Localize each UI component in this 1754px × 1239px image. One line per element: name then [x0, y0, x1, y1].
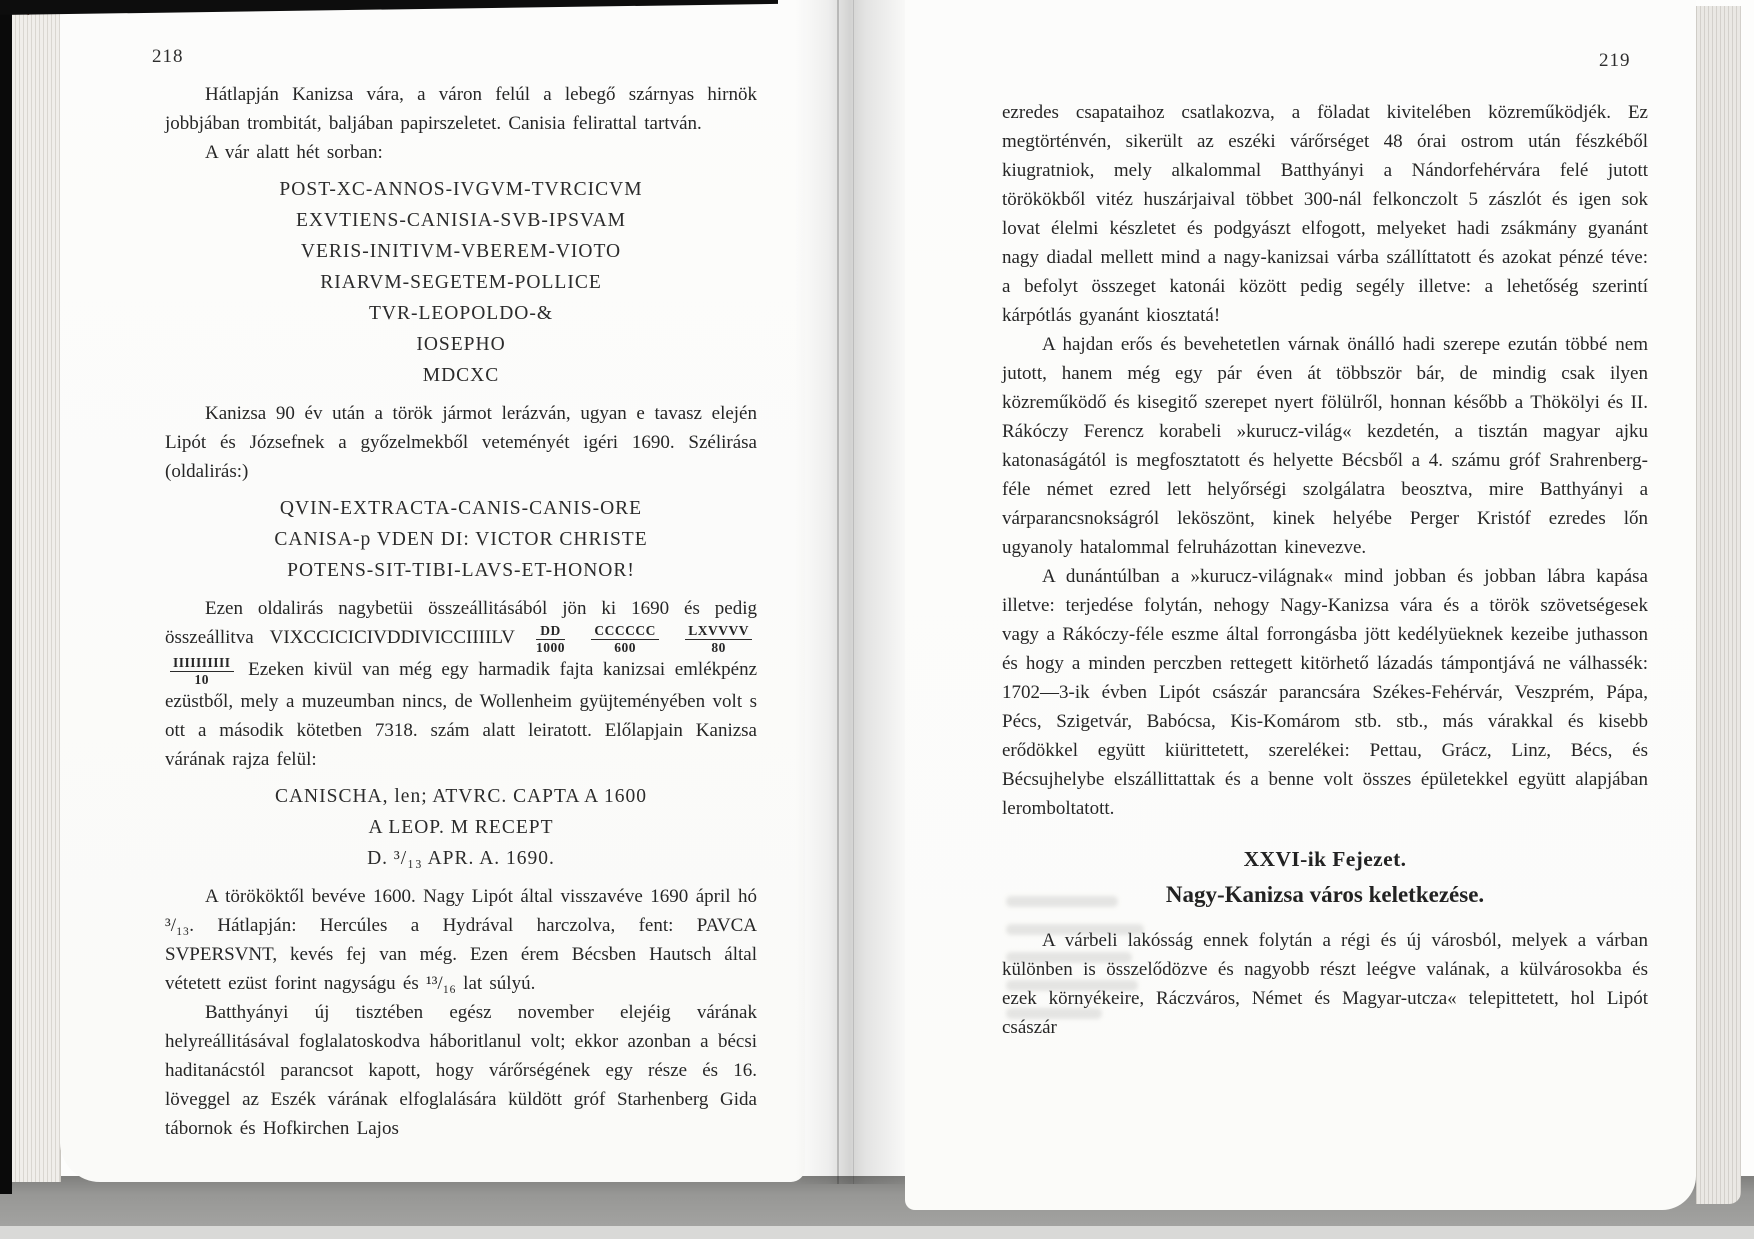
- latin-inscription-obverse: [165, 781, 757, 874]
- paragraph-batthyanyi-november: Batthyányi új tisztében egész november elejéig várának helyreállitásával foglalatoskodva háboritlanul volt; ekkor azonban a bécsi haditanácstól parancsot kapott, hogy várőrségének egy része és 16. löveggel az Eszék várának elfoglalására küldött gróf Starhenberg Gida tábornok és Hofkirchen Lajos: [165, 1002, 757, 1140]
- paragraph-kurucz-demolition: A dunántúlban a »kurucz-világnak« mind jobban és jobban lábra kapása illetve: terjedése folytán, nehogy Nagy-Kanizsa vára és a török szövetségesek vagy a Rákóczy-féle eszme által forrongásba jött kedélyüeknek kezeibe juthasson és hogy a minden perczben rettegett kitörhető lázadás támpontjává ne válhassék: 1702—3-ik évben Lipót császár parancsára Székes-Fehérvár, Veszprém, Pápa, Pécs, Szigetvár, Babócsa, Kis-Komárom stb. stb., más várakkal és kisebb erődökkel együtt kiürittetett, szerelékei: Pettau, Grácz, Linz, Bécs, és Bécsujhelybe elszállittattak és a benne volt összes épületekkel együtt alapjában leromboltatott.: [1002, 566, 1648, 819]
- paragraph-medal-description: A törököktől bevéve 1600. Nagy Lipót által visszavéve 1690 ápril hó ³/₁₃. Hátlapján: Hercúles a Hydrával harczolva, fent: PAVCA SVPERSVNT, kevés fej van még. Ezen érem Bécsben Hautsch által vétetett ezüst forint nagyságu és ¹³/₁₆ lat súlyú.: [165, 886, 757, 995]
- page-number-right: 219: [1599, 50, 1631, 71]
- paragraph-eszek-campaign: ezredes csapataihoz csatlakozva, a föladat kivitelében közreműködjék. Ez megtörténvén, sikerült az eszéki várőrséget 48 órai ostrom után fészkéből kiugratniok, mely alkalommal Batthyányi a Nándorfehérvára felé jutott törökökből vitéz huszárjaival többet 300-nál felkonczolt 5 zászlót és igen sok lovat élelmi készletet és podgyászt elfogott, melyeket hadi zsákmány gyanánt nagy diadal mellett mind a nagy-kanizsai várba szállíttatott és azokat pénzé téve: a befolyt összeget katonái között pedig segély illetve: a lehetőség szerintí kárpótlás gyanánt kiosztatá!: [1002, 102, 1648, 326]
- roman-numeral-fraction: $\frac{\text{CCCCCC}}{600}$: [591, 624, 659, 655]
- inscription-line: TVR-LEOPOLDO-&: [368, 303, 554, 324]
- scan-bottom-strip: [0, 1226, 1754, 1239]
- inscription-line: MDCXC: [422, 365, 500, 386]
- chronogram-text-after: Ezeken kivül van még egy harmadik fajta kanizsai emlékpénz ezüstből, mely a muzeumban nincs, de Wollenheim gyüjteményében volt s ott a második kötetben 7318. szám alatt leiratott. Előlapjain Kanizsa várának rajza felül:: [165, 659, 757, 771]
- chapter-heading: XXVI-ik Fejezet.: [1243, 847, 1407, 871]
- paragraph-town-origin: A várbeli lakósság ennek folytán a régi és új városból, melyek a várban különben is összelődözve és nagyobb részt leégve valának, a külvárosokba és ezek környékeire, Ráczváros, Német és Magyar-utcza« telepittetett, hol Lipót császár: [1002, 930, 1648, 1038]
- page-number-left: 218: [152, 46, 184, 67]
- inscription-line: D. ³/₁₃ APR. A. 1690.: [367, 848, 555, 870]
- book-spine-shadow: [0, 0, 12, 1194]
- paragraph-fortress-role: A hajdan erős és bevehetetlen várnak önálló hadi szerepe ezután többé nem jutott, hanem még egy pár éven át többször bár, de mindig csak ilyen közreműködő és kisegitő szerepet nyert fölülről, honnan később a Thökölyi és II. Rákóczy Ferencz korabeli »kurucz-világ« kezdetén, a tisztán magyar ajku katonaságától is megfosztatott és helyette Bécsből a 4. számu gróf Srahrenberg-féle német ezred lett helyőrségi szolgálatra beosztva, mire Batthyányi a várparancsnokságról leköszönt, kinek helyébe Perger Kristóf ezredes lőn ugyanoly hatalommal felruházottan kinevezve.: [1002, 334, 1648, 558]
- roman-numeral-fraction: $\frac{\text{IIIIIIIIII}}{10}$: [170, 656, 234, 687]
- bleedthrough-line: [1006, 924, 1144, 935]
- latin-inscription-chronogram: [165, 174, 757, 391]
- left-page-edge-stack: [12, 0, 61, 1182]
- latin-inscription-edge: [165, 493, 757, 586]
- roman-numeral-fraction: $\frac{\text{LXVVVV}}{80}$: [685, 624, 752, 655]
- inscription-line: CANISCHA, len; ATVRC. CAPTA A 1600: [274, 786, 648, 808]
- inscription-line: RIARVM-SEGETEM-POLLICE: [320, 272, 602, 293]
- bleedthrough-line: [1006, 1008, 1102, 1019]
- right-page-edge-stack: [1696, 6, 1741, 1204]
- inscription-line: IOSEPHO: [416, 334, 506, 355]
- paragraph-kanizsa-90-years: Kanizsa 90 év után a török jármot lerázván, ugyan e tavasz elején Lipót és Józsefnek a győzelmekből veteményét igéri 1690. Szélirása (oldalirás:): [165, 403, 757, 482]
- inscription-line: EXVTIENS-CANISIA-SVB-IPSVAM: [296, 210, 626, 231]
- inscription-line: QVIN-EXTRACTA-CANIS-CANIS-ORE: [279, 498, 643, 519]
- paragraph-medal-reverse: Hátlapján Kanizsa vára, a váron felúl a lebegő szárnyas hirnök jobbjában trombitát, baljában papirszeletet. Canisia felirattal tartván.: [165, 84, 757, 134]
- chapter-subtitle: Nagy-Kanizsa város keletkezése.: [1165, 882, 1485, 907]
- inscription-line: POTENS-SIT-TIBI-LAVS-ET-HONOR!: [287, 560, 635, 581]
- bleedthrough-line: [1006, 896, 1118, 907]
- paragraph-chronogram-sum: [165, 594, 757, 774]
- chronogram-text-before: Ezen oldalirás nagybetüi összeállitásából jön ki 1690 és pedig összeállitva VIXCCICICIVDDIVICCIIIILV: [165, 598, 757, 648]
- roman-numeral-fraction: $\frac{DD}{1000}$: [535, 622, 565, 655]
- left-page-text-column: [165, 80, 757, 1143]
- inscription-line: VERIS-INITIVM-VBEREM-VIOTO: [300, 241, 622, 262]
- inscription-line: A LEOP. M RECEPT: [368, 817, 554, 839]
- inscription-line: POST-XC-ANNOS-IVGVM-TVRCICVM: [279, 179, 643, 200]
- bleedthrough-smudges: [1006, 896, 1166, 1036]
- bleedthrough-line: [1006, 952, 1132, 963]
- bleedthrough-line: [1006, 980, 1138, 991]
- paragraph-seven-rows-intro: A vár alatt hét sorban:: [205, 142, 383, 163]
- book-gutter: [795, 0, 905, 1184]
- inscription-line: CANISA-p VDEN DI: VICTOR CHRISTE: [274, 529, 648, 550]
